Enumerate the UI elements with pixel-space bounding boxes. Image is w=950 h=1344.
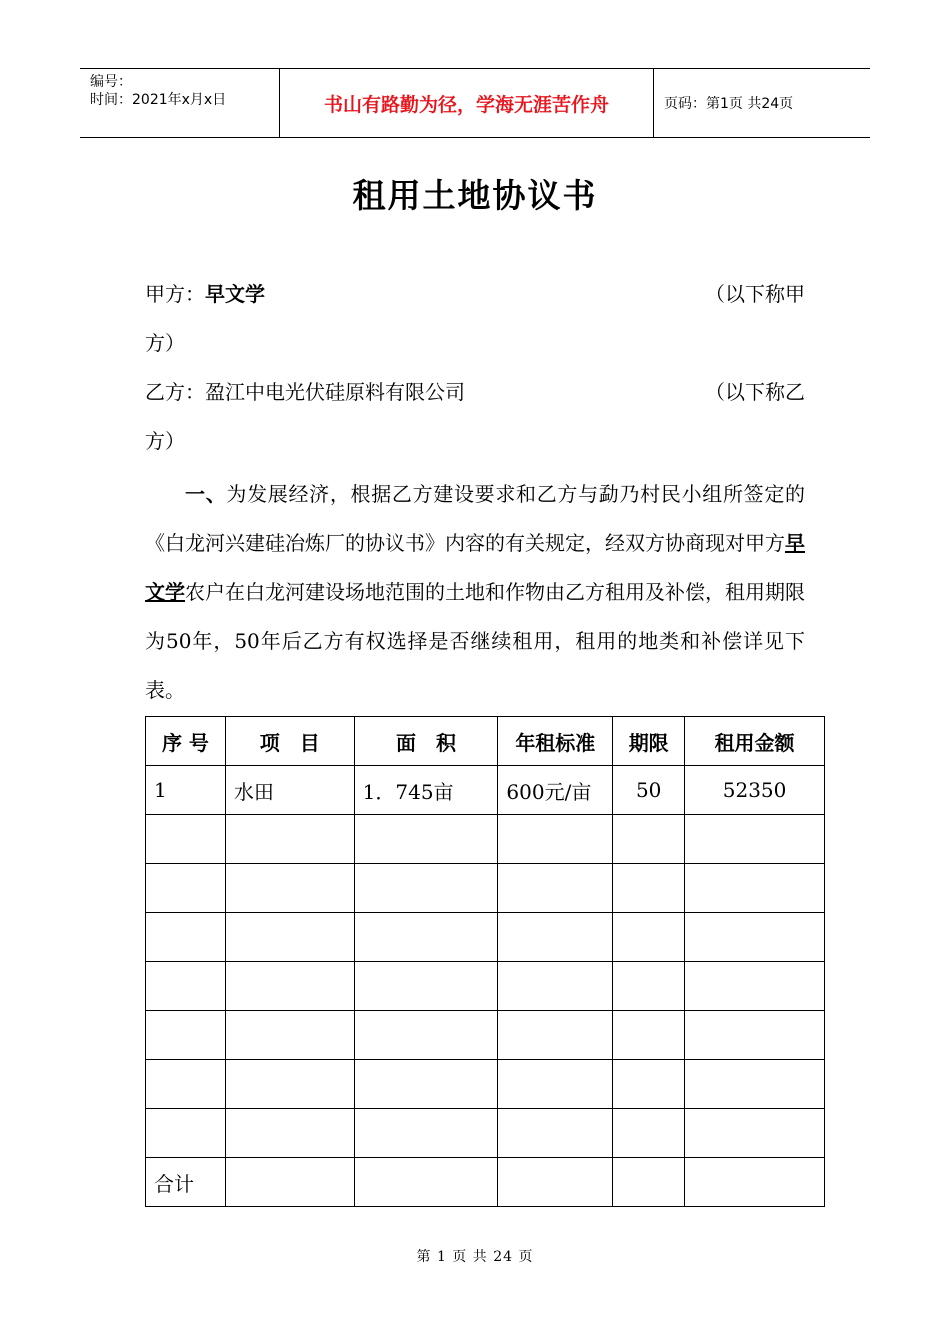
table-cell — [613, 815, 685, 864]
header-cell: 期限 — [613, 717, 685, 766]
table-cell — [354, 913, 498, 962]
party-a-wrap: 方） — [145, 331, 185, 355]
party-b-block — [145, 368, 805, 466]
table-cell — [498, 962, 613, 1011]
table-cell — [354, 1158, 498, 1207]
table-cell — [146, 815, 226, 864]
table-cell — [685, 913, 825, 962]
table-cell — [146, 962, 226, 1011]
table-cell — [225, 1011, 354, 1060]
clause-one — [145, 470, 805, 715]
table-cell — [498, 864, 613, 913]
table-row — [146, 864, 825, 913]
header-number: 编号： — [90, 74, 132, 90]
table-header-row — [146, 717, 825, 766]
party-b-name: 盈江中电光伏硅原料有限公司 — [205, 380, 465, 404]
table-cell — [613, 1109, 685, 1158]
table-row — [146, 766, 825, 815]
table-row — [146, 962, 825, 1011]
table-cell — [685, 1060, 825, 1109]
table-total-row — [146, 1158, 825, 1207]
table-cell — [146, 1011, 226, 1060]
table-cell — [685, 1011, 825, 1060]
header-cell: 项 目 — [225, 717, 354, 766]
table-cell — [685, 962, 825, 1011]
page-header — [80, 68, 870, 138]
clause-tenant-name: 早文学 — [145, 531, 805, 604]
page-footer: 第 1 页 共 24 页 — [416, 1249, 534, 1265]
table-cell — [225, 815, 354, 864]
party-a-label: 甲方： — [145, 282, 205, 306]
table-cell — [685, 815, 825, 864]
table-row — [146, 1109, 825, 1158]
party-a-block — [145, 270, 805, 368]
table-cell: 52350 — [685, 766, 825, 815]
table-cell — [613, 1060, 685, 1109]
table-cell — [225, 1158, 354, 1207]
table-cell — [498, 1011, 613, 1060]
table-cell — [613, 1158, 685, 1207]
clause-text-1: 为发展经济，根据乙方建设要求和乙方与勐乃村民小组所签定的《白龙河兴建硅冶炼厂的协议书》内容的有关规定，经双方协商现对甲方 — [145, 482, 806, 555]
header-time: 时间：2021年x月x日 — [90, 92, 227, 108]
party-b-suffix: （以下称乙 — [705, 380, 805, 404]
party-a-suffix: （以下称甲 — [705, 282, 805, 306]
table-cell — [613, 864, 685, 913]
header-cell: 序 号 — [146, 717, 226, 766]
table-cell — [225, 864, 354, 913]
table-cell — [354, 1060, 498, 1109]
table-cell — [225, 913, 354, 962]
table-cell — [613, 1011, 685, 1060]
table-cell — [225, 1060, 354, 1109]
party-b-wrap: 方） — [145, 429, 185, 453]
header-motto: 书山有路勤为径，学海无涯苦作舟 — [280, 69, 654, 137]
table-cell — [354, 962, 498, 1011]
table-row — [146, 815, 825, 864]
table-cell — [498, 1060, 613, 1109]
table-cell — [146, 913, 226, 962]
table-cell — [354, 1011, 498, 1060]
table-cell — [146, 864, 226, 913]
header-meta — [80, 69, 280, 137]
table-cell: 1 — [146, 766, 226, 815]
table-cell: 1．745亩 — [354, 766, 498, 815]
table-cell — [354, 864, 498, 913]
table-cell — [613, 962, 685, 1011]
table-cell — [498, 815, 613, 864]
table-cell — [613, 913, 685, 962]
table-cell: 600元/亩 — [498, 766, 613, 815]
table-cell: 水田 — [225, 766, 354, 815]
party-a-name: 早文学 — [205, 282, 265, 306]
table-cell — [685, 1109, 825, 1158]
total-label: 合计 — [146, 1158, 226, 1207]
table-cell — [498, 1158, 613, 1207]
clause-lead: 一、 — [185, 482, 227, 506]
table-cell — [225, 962, 354, 1011]
table-cell — [498, 913, 613, 962]
table-cell — [354, 815, 498, 864]
header-cell: 租用金额 — [685, 717, 825, 766]
header-page-info: 页码：第1页 共24页 — [664, 96, 794, 112]
document-title: 租用土地协议书 — [352, 176, 598, 215]
table-row — [146, 1060, 825, 1109]
table-cell — [498, 1109, 613, 1158]
table-cell — [685, 864, 825, 913]
table-cell — [354, 1109, 498, 1158]
table-row — [146, 1011, 825, 1060]
table-cell — [146, 1109, 226, 1158]
table-cell — [685, 1158, 825, 1207]
table-cell — [225, 1109, 354, 1158]
header-cell: 面 积 — [354, 717, 498, 766]
lease-table — [145, 716, 825, 1207]
table-cell: 50 — [613, 766, 685, 815]
party-b-label: 乙方： — [145, 380, 205, 404]
header-cell: 年租标准 — [498, 717, 613, 766]
clause-text-2: 农户在白龙河建设场地范围的土地和作物由乙方租用及补偿，租用期限为50年，50年后乙方有权选择是否继续租用，租用的地类和补偿详见下表。 — [145, 580, 805, 702]
table-row — [146, 913, 825, 962]
table-cell — [146, 1060, 226, 1109]
